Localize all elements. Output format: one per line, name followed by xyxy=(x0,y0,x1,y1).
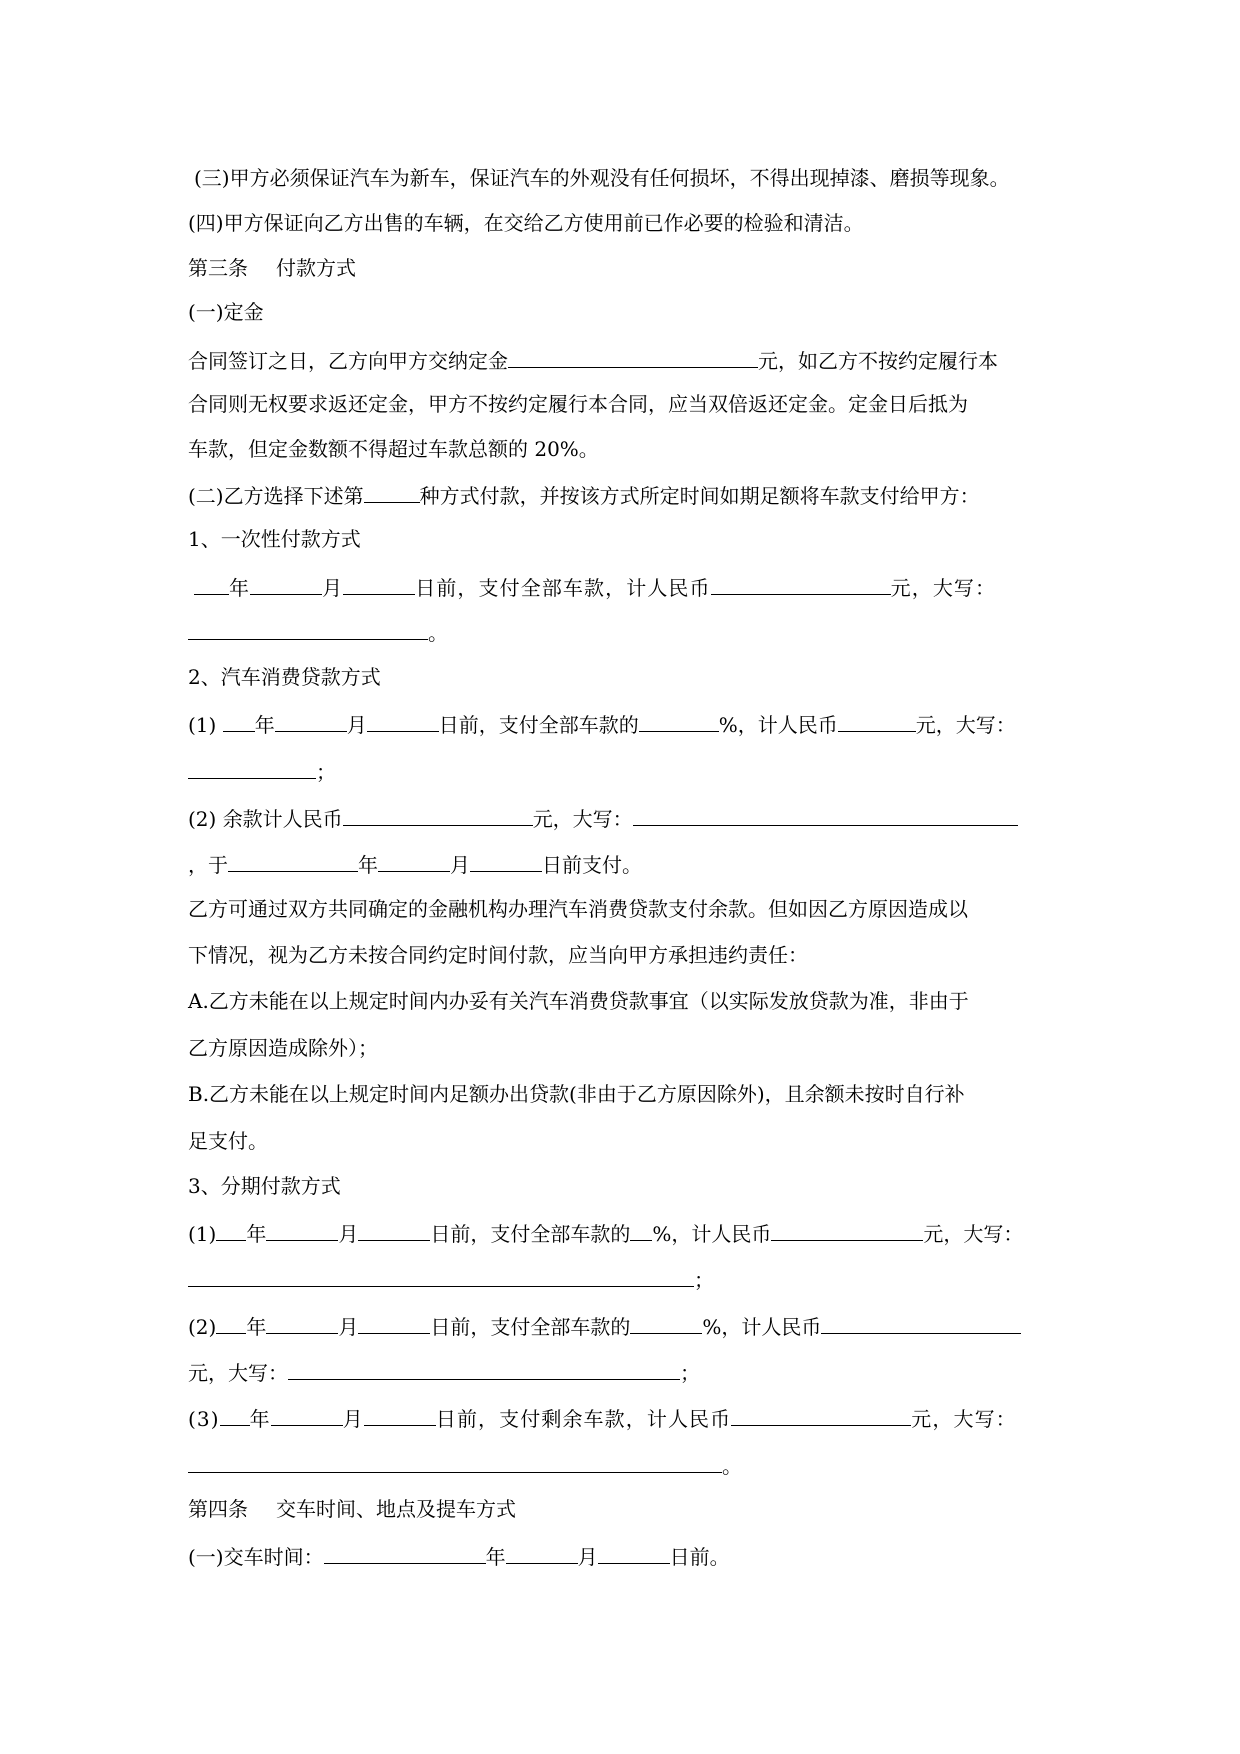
m3-l3-amount-blank[interactable] xyxy=(731,1403,911,1426)
m3-l3-month-label: 月 xyxy=(342,1407,364,1431)
method-2-line-3 xyxy=(188,803,1018,833)
deposit-heading xyxy=(188,298,264,326)
method-2-line-2 xyxy=(188,756,336,786)
deposit-heading-text: (一)定金 xyxy=(188,300,264,324)
clause-3-text: (三)甲方必须保证汽车为新车，保证汽车的外观没有任何损坏，不得出现掉漆、磨损等现象。 xyxy=(194,166,1010,190)
m3-end-mark: 。 xyxy=(722,1454,742,1478)
article-3-title: 付款方式 xyxy=(276,256,356,280)
method-1-line-2 xyxy=(188,617,448,647)
m2-semicolon: ； xyxy=(316,760,336,784)
m2-balance-capital-blank[interactable] xyxy=(633,803,1018,826)
method-2-item-a-2 xyxy=(188,1034,378,1062)
m2-l3-month-label: 月 xyxy=(450,853,470,877)
method-1-line-1 xyxy=(194,572,996,602)
m3-l3-month-blank[interactable] xyxy=(271,1403,343,1426)
m3-l2-day-blank[interactable] xyxy=(358,1311,430,1334)
m2-percent-label: %，计人民币 xyxy=(718,713,838,737)
deposit-text-3: 车款，但定金数额不得超过车款总额的 20%。 xyxy=(188,437,599,461)
article-4-number: 第四条 xyxy=(188,1497,248,1521)
m3-l1-year-blank[interactable] xyxy=(216,1218,246,1241)
deposit-text-b: 元，如乙方不按约定履行本 xyxy=(758,349,998,373)
m2-l3-day-blank[interactable] xyxy=(470,849,542,872)
m2-capital-blank[interactable] xyxy=(188,756,316,779)
m3-l3-capital-blank[interactable] xyxy=(188,1450,722,1473)
method-2-item-a-1 xyxy=(188,987,969,1015)
method-3-line-1 xyxy=(188,1218,1023,1248)
delivery-day-blank[interactable] xyxy=(598,1541,670,1564)
m3-l2-capital-blank[interactable] xyxy=(288,1357,680,1380)
m2-percent-blank[interactable] xyxy=(639,709,719,732)
method-1-heading-text: 1、一次性付款方式 xyxy=(188,527,361,551)
clause-4 xyxy=(188,209,864,237)
m2-yuan-label: 元，大写： xyxy=(915,713,1016,737)
m2-l3-day-label: 日前支付。 xyxy=(542,853,642,877)
m3-l2b-prefix: 元，大写： xyxy=(188,1361,288,1385)
method-2-item-b-2 xyxy=(188,1127,268,1155)
m3-l1-semicolon: ； xyxy=(694,1268,714,1292)
delivery-blank[interactable] xyxy=(324,1541,486,1564)
m2-month-label: 月 xyxy=(346,713,367,737)
m2-l3-prefix: ，于 xyxy=(188,853,228,877)
m1-end-mark: 。 xyxy=(428,621,448,645)
article-3-number: 第三条 xyxy=(188,256,248,280)
method-3-line-2 xyxy=(188,1264,714,1294)
m3-l2-month-blank[interactable] xyxy=(266,1311,338,1334)
article-4-heading xyxy=(188,1495,516,1523)
method-2-line-1 xyxy=(188,709,1016,739)
method-3-line-5 xyxy=(188,1403,1017,1433)
m2-year-label: 年 xyxy=(254,713,275,737)
article-3-heading xyxy=(188,254,356,282)
m2-l3-year-label: 年 xyxy=(358,853,378,877)
delivery-year-label: 年 xyxy=(485,1545,506,1569)
delivery-time-label: (一)交车时间： xyxy=(188,1545,324,1569)
m3-l3-year-blank[interactable] xyxy=(220,1403,250,1426)
method-3-line-4 xyxy=(188,1357,700,1387)
m1-capital-blank[interactable] xyxy=(188,617,428,640)
m3-l1-month-label: 月 xyxy=(338,1222,359,1246)
m3-l1-day-label: 日前，支付全部车款的 xyxy=(430,1222,631,1246)
m3-l2-prefix: (2) xyxy=(188,1315,217,1339)
m2-para-2-text: 下情况，视为乙方未按合同约定时间付款，应当向甲方承担违约责任： xyxy=(188,943,808,967)
deposit-text-a: 合同签订之日，乙方向甲方交纳定金 xyxy=(188,349,508,373)
method-3-line-3 xyxy=(188,1311,1021,1341)
m2-item-a-2-text: 乙方原因造成除外）； xyxy=(188,1036,378,1060)
delivery-month-label: 月 xyxy=(577,1545,598,1569)
option-text-a: (二)乙方选择下述第 xyxy=(188,484,364,508)
m1-day-label: 日前，支付全部车款，计人民币 xyxy=(415,576,711,600)
m2-day-label: 日前，支付全部车款的 xyxy=(438,713,639,737)
m3-l3-prefix: (3) xyxy=(188,1407,220,1431)
m2-l2-prefix: (2) 余款计人民币 xyxy=(188,807,343,831)
m1-year-label: 年 xyxy=(229,576,251,600)
deposit-para-line-2 xyxy=(188,390,968,418)
m2-balance-blank[interactable] xyxy=(343,803,533,826)
delivery-month-blank[interactable] xyxy=(506,1541,578,1564)
m3-l3-year-label: 年 xyxy=(249,1407,271,1431)
deposit-amount-blank[interactable] xyxy=(508,345,758,368)
method-2-item-b-1 xyxy=(188,1080,965,1108)
payment-option-line xyxy=(188,480,980,510)
m3-l2-year-label: 年 xyxy=(246,1315,267,1339)
method-2-line-4 xyxy=(188,849,642,879)
m3-l1-day-blank[interactable] xyxy=(358,1218,430,1241)
m3-l1-percent-label: %，计人民币 xyxy=(652,1222,772,1246)
m3-l1-month-blank[interactable] xyxy=(266,1218,338,1241)
m2-l3-month-blank[interactable] xyxy=(378,849,450,872)
m1-yuan-label: 元，大写： xyxy=(890,576,997,600)
m3-l1-amount-blank[interactable] xyxy=(771,1218,923,1241)
m3-l2-month-label: 月 xyxy=(338,1315,359,1339)
m3-l3-day-label: 日前，支付剩余车款，计人民币 xyxy=(435,1407,732,1431)
m1-day-blank[interactable] xyxy=(343,572,415,595)
deposit-text-2: 合同则无权要求返还定金，甲方不按约定履行本合同，应当双倍返还定金。定金日后抵为 xyxy=(188,392,968,416)
m3-l3-yuan-label: 元，大写： xyxy=(911,1407,1017,1431)
delivery-day-label: 日前。 xyxy=(669,1545,730,1569)
m2-year-blank[interactable] xyxy=(223,709,255,732)
article-4-title: 交车时间、地点及提车方式 xyxy=(276,1497,516,1521)
option-text-b: 种方式付款，并按该方式所定时间如期足额将车款支付给甲方： xyxy=(419,484,980,508)
method-2-para-2 xyxy=(188,941,808,969)
option-number-blank[interactable] xyxy=(364,480,420,503)
m3-l1-year-label: 年 xyxy=(246,1222,267,1246)
m3-l1-capital-blank[interactable] xyxy=(188,1264,694,1287)
m3-l1-prefix: (1) xyxy=(188,1222,217,1246)
method-3-line-6 xyxy=(188,1450,742,1480)
method-2-heading xyxy=(188,663,381,691)
m2-l2-yuan-label: 元，大写： xyxy=(532,807,633,831)
m2-para-1-text: 乙方可通过双方共同确定的金融机构办理汽车消费贷款支付余款。但如因乙方原因造成以 xyxy=(188,897,968,921)
m3-l1-percent-blank[interactable] xyxy=(630,1218,652,1241)
m3-l2-percent-label: %，计人民币 xyxy=(702,1315,822,1339)
m1-month-label: 月 xyxy=(322,576,344,600)
method-2-heading-text: 2、汽车消费贷款方式 xyxy=(188,665,381,689)
m2-l3-year-blank[interactable] xyxy=(228,849,358,872)
m2-month-blank[interactable] xyxy=(275,709,347,732)
m2-item-b-1-text: B.乙方未能在以上规定时间内足额办出贷款(非由于乙方原因除外)，且余额未按时自行补 xyxy=(188,1082,965,1106)
m1-year-blank[interactable] xyxy=(194,572,229,595)
m3-l2-year-blank[interactable] xyxy=(216,1311,246,1334)
delivery-time-line xyxy=(188,1541,730,1571)
deposit-para-line-1 xyxy=(188,345,998,375)
method-3-heading-text: 3、分期付款方式 xyxy=(188,1174,341,1198)
m2-l1-prefix: (1) xyxy=(188,713,217,737)
m2-item-a-1-text: A.乙方未能在以上规定时间内办妥有关汽车消费贷款事宜（以实际发放贷款为准，非由于 xyxy=(188,989,969,1013)
m3-l3-day-blank[interactable] xyxy=(364,1403,436,1426)
m3-l2-amount-blank[interactable] xyxy=(821,1311,1021,1334)
clause-4-text: (四)甲方保证向乙方出售的车辆，在交给乙方使用前已作必要的检验和清洁。 xyxy=(188,211,864,235)
m2-day-blank[interactable] xyxy=(367,709,439,732)
deposit-para-line-3 xyxy=(188,435,599,463)
method-2-para-1 xyxy=(188,895,968,923)
method-1-heading xyxy=(188,525,361,553)
m3-l2-day-label: 日前，支付全部车款的 xyxy=(430,1315,631,1339)
m3-l1-yuan-label: 元，大写： xyxy=(923,1222,1024,1246)
m3-l2-semicolon: ； xyxy=(680,1361,700,1385)
method-3-heading xyxy=(188,1172,341,1200)
m2-item-b-2-text: 足支付。 xyxy=(188,1129,268,1153)
m1-amount-blank[interactable] xyxy=(711,572,891,595)
m1-month-blank[interactable] xyxy=(250,572,322,595)
clause-3 xyxy=(194,164,1010,192)
m2-amount-blank[interactable] xyxy=(838,709,916,732)
m3-l2-percent-blank[interactable] xyxy=(630,1311,702,1334)
